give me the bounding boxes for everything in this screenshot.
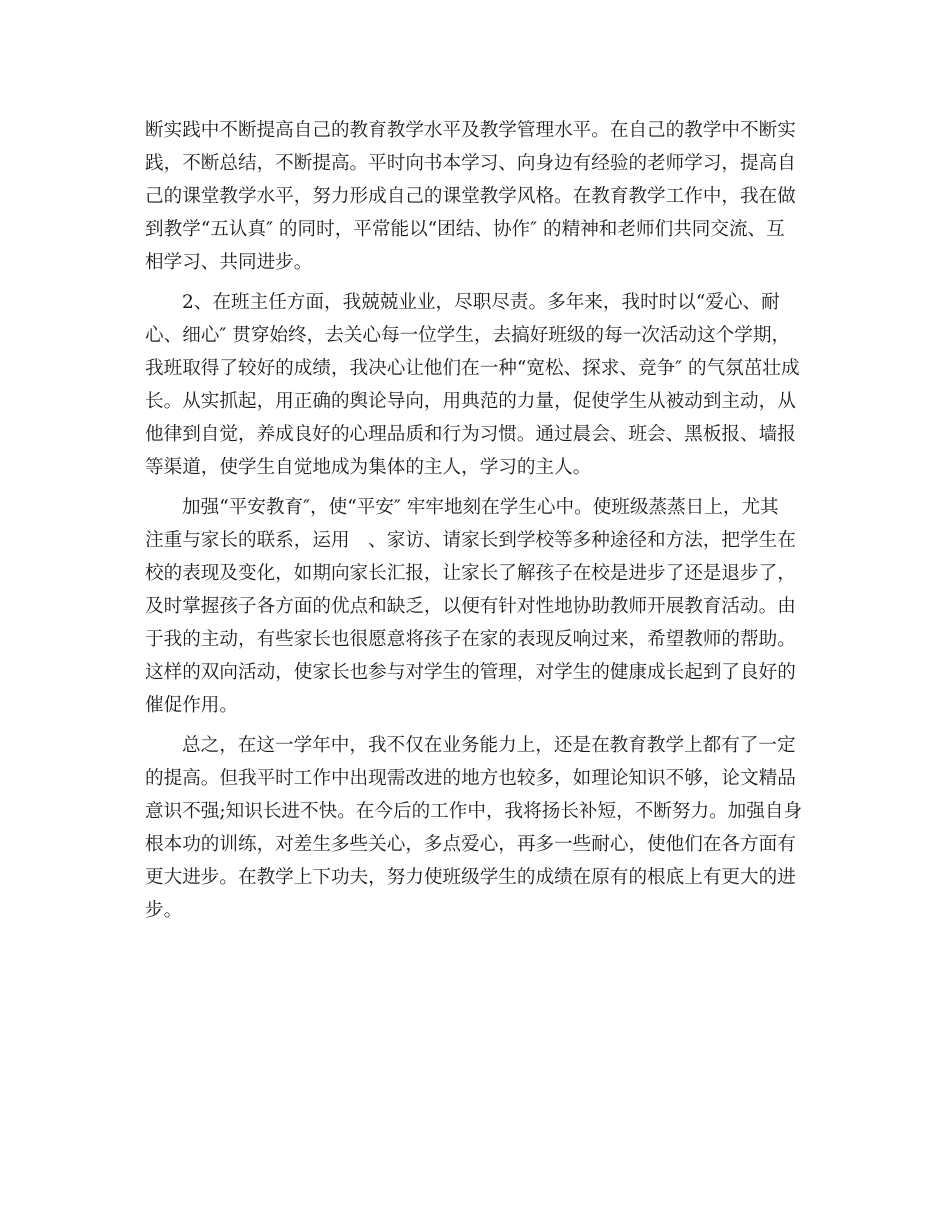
text-line: 注重与家长的联系，运用 、家访、请家长到学校等多种途径和方法，把学生在 <box>145 530 796 551</box>
text-line: 校的表现及变化，如期向家长汇报，让家长了解孩子在校是进步了还是退步了， <box>145 563 796 584</box>
text-line: 他律到自觉，养成良好的心理品质和行为习惯。通过晨会、班会、黑板报、墙报 <box>145 424 796 445</box>
text-line: 己的课堂教学水平，努力形成自己的课堂教学风格。在教育教学工作中，我在做 <box>145 186 796 207</box>
text-line: 于我的主动，有些家长也很愿意将孩子在家的表现反响过来，希望教师的帮助。 <box>145 629 796 650</box>
text-line: 等渠道，使学生自觉地成为集体的主人，学习的主人。 <box>145 457 592 478</box>
text-line: 相学习、共同进步。 <box>145 252 313 273</box>
document-body <box>145 114 815 934</box>
text-line: 长。从实抓起，用正确的舆论导向，用典范的力量，促使学生从被动到主动，从 <box>145 391 796 412</box>
text-line: 到教学“五认真″ 的同时，平常能以“团结、协作″ 的精神和老师们共同交流、互 <box>145 219 785 240</box>
text-line: 的提高。但我平时工作中出现需改进的地方也较多，如理论知识不够，论文精品 <box>145 768 796 789</box>
paragraph-teaching <box>145 114 815 279</box>
text-line: 催促作用。 <box>145 695 238 716</box>
text-line: 根本功的训练，对差生多些关心，多点爱心，再多一些耐心，使他们在各方面有 <box>145 834 796 855</box>
paragraph-safety-education <box>145 491 815 722</box>
text-line: 断实践中不断提高自己的教育教学水平及教学管理水平。在自己的教学中不断实 <box>145 120 796 141</box>
text-line: 心、细心″ 贯穿始终，去关心每一位学生，去搞好班级的每一次活动这个学期， <box>145 325 791 346</box>
text-line: 2、在班主任方面，我兢兢业业，尽职尽责。多年来，我时时以“爱心、耐 <box>182 292 780 313</box>
text-line: 更大进步。在教学上下功夫，努力使班级学生的成绩在原有的根底上有更大的进 <box>145 867 796 888</box>
text-line: 加强“平安教育″，使“平安″ 牢牢地刻在学生心中。使班级蒸蒸日上，尤其 <box>182 497 779 518</box>
text-line: 及时掌握孩子各方面的优点和缺乏，以便有针对性地协助教师开展教育活动。由 <box>145 596 796 617</box>
text-line: 践，不断总结，不断提高。平时向书本学习、向身边有经验的老师学习，提高自 <box>145 153 796 174</box>
paragraph-class-teacher <box>145 286 815 484</box>
paragraph-summary <box>145 729 815 927</box>
text-line: 我班取得了较好的成绩，我决心让他们在一种“宽松、探求、竞争″ 的气氛茁壮成 <box>145 358 800 379</box>
text-line: 这样的双向活动，使家长也参与对学生的管理，对学生的健康成长起到了良好的 <box>145 662 796 683</box>
text-line: 总之，在这一学年中，我不仅在业务能力上，还是在教育教学上都有了一定 <box>182 735 796 756</box>
text-line: 意识不强;知识长进不快。在今后的工作中，我将扬长补短，不断努力。加强自身 <box>145 801 803 822</box>
text-line: 步。 <box>145 900 183 921</box>
